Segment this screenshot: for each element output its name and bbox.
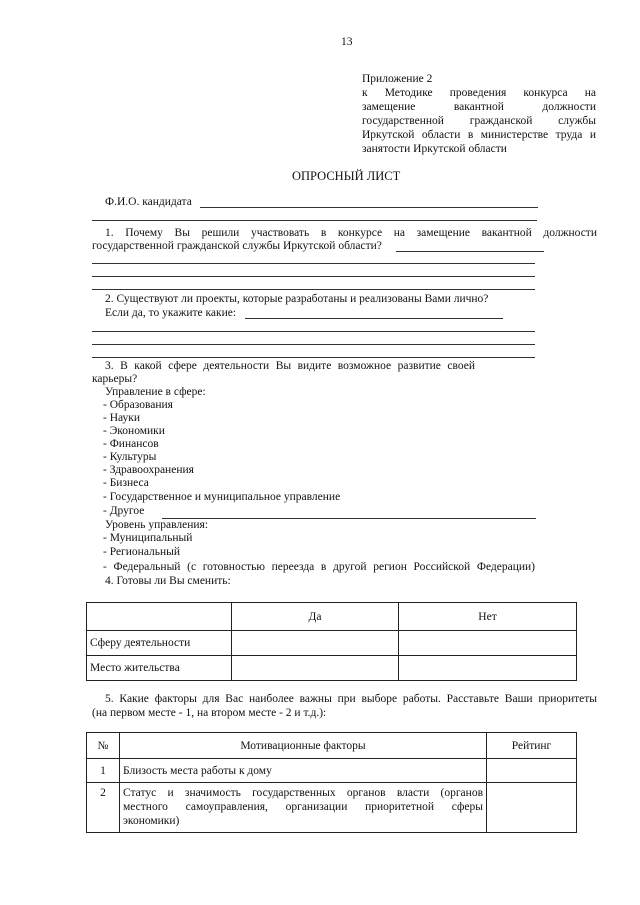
q2-answer-line-4[interactable] [92, 357, 535, 358]
q5-header-rating: Рейтинг [487, 733, 577, 759]
q5-header-num: № [87, 733, 120, 759]
q4-header-no: Нет [399, 603, 577, 631]
q5-table [86, 732, 577, 833]
q4-cell-yes[interactable] [232, 656, 399, 681]
q1-answer-line-2[interactable] [92, 263, 535, 264]
appendix-line-5: Иркутской области в министерстве труда и [362, 129, 596, 141]
appendix-line-6: занятости Иркутской области [362, 143, 507, 155]
appendix-line-4: государственной гражданской службы [362, 115, 596, 127]
sphere-option[interactable]: - Бизнеса [103, 477, 149, 489]
sphere-option[interactable]: - Культуры [103, 451, 157, 463]
q1-answer-line-1[interactable] [396, 251, 544, 252]
q2-line-2: Если да, то укажите какие: [105, 307, 237, 319]
q5-factor-line-3: экономики) [123, 815, 180, 827]
q4-label: 4. Готовы ли Вы сменить: [105, 575, 231, 587]
fio-line-2[interactable] [92, 220, 537, 221]
q3-line-1: 3. В какой сфере деятельности Вы видите возможное развитие своей [105, 360, 475, 372]
appendix-line-3: замещение вакантной должности [362, 101, 596, 113]
q5-rating-cell[interactable] [487, 759, 577, 783]
q2-answer-line-3[interactable] [92, 344, 535, 345]
q1-line-1: 1. Почему Вы решили участвовать в конкурсе на замещение вакантной должности [105, 227, 597, 239]
q4-row-label: Сферу деятельности [87, 631, 232, 656]
level-option[interactable]: - Региональный [103, 546, 181, 558]
other-answer-line[interactable] [162, 518, 536, 519]
q3-level-label: Уровень управления: [105, 519, 209, 531]
page-title: ОПРОСНЫЙ ЛИСТ [292, 169, 401, 183]
q4-table [86, 602, 577, 681]
sphere-option[interactable]: - Здравоохранения [103, 464, 194, 476]
q3-line-2: карьеры? [92, 373, 138, 385]
page-number: 13 [341, 36, 353, 48]
q4-cell-yes[interactable] [232, 631, 399, 656]
q4-row-label: Место жительства [87, 656, 232, 681]
q1-answer-line-4[interactable] [92, 289, 535, 290]
fio-line[interactable] [200, 207, 538, 208]
appendix-line-1: Приложение 2 [362, 73, 433, 85]
q2-answer-line-2[interactable] [92, 331, 535, 332]
q5-header-factors: Мотивационные факторы [120, 733, 487, 759]
table-row [87, 631, 577, 656]
q4-header-empty [87, 603, 232, 631]
fio-label: Ф.И.О. кандидата [105, 196, 192, 208]
level-option[interactable]: - Федеральный (с готовностью переезда в другой регион Российской Федерации) [103, 561, 535, 573]
q5-factor-text: Близость места работы к дому [120, 759, 487, 783]
level-option[interactable]: - Муниципальный [103, 532, 193, 544]
table-row [87, 603, 577, 631]
table-row [87, 733, 577, 759]
q5-factor-line-1: Статус и значимость государственных органов власти (органов [123, 787, 483, 799]
sphere-option[interactable]: - Образования [103, 399, 173, 411]
q3-management-label: Управление в сфере: [105, 386, 206, 398]
sphere-option[interactable]: - Государственное и муниципальное управление [103, 491, 341, 503]
q5-line-2: (на первом месте - 1, на втором месте - 2 и т.д.): [92, 707, 327, 719]
table-row [87, 783, 577, 833]
sphere-option-other[interactable]: - Другое [103, 505, 145, 517]
q5-factor-line-2: местного самоуправления, организации приоритетной сферы [123, 801, 483, 813]
sphere-option[interactable]: - Экономики [103, 425, 165, 437]
q5-factor-text [120, 783, 487, 833]
q2-line-1: 2. Существуют ли проекты, которые разработаны и реализованы Вами лично? [105, 293, 489, 305]
q5-line-1: 5. Какие факторы для Вас наиболее важны при выборе работы. Расставьте Ваши приоритеты [105, 693, 597, 705]
appendix-line-2: к Методике проведения конкурса на [362, 87, 596, 99]
q1-answer-line-3[interactable] [92, 276, 535, 277]
sphere-option[interactable]: - Науки [103, 412, 141, 424]
q5-row-num: 2 [87, 783, 120, 833]
q1-line-2: государственной гражданской службы Иркутской области? [92, 240, 382, 252]
q2-answer-line-1[interactable] [245, 318, 503, 319]
table-row [87, 759, 577, 783]
q4-header-yes: Да [232, 603, 399, 631]
q5-rating-cell[interactable] [487, 783, 577, 833]
q4-cell-no[interactable] [399, 656, 577, 681]
sphere-option[interactable]: - Финансов [103, 438, 159, 450]
table-row [87, 656, 577, 681]
q4-cell-no[interactable] [399, 631, 577, 656]
q5-row-num: 1 [87, 759, 120, 783]
